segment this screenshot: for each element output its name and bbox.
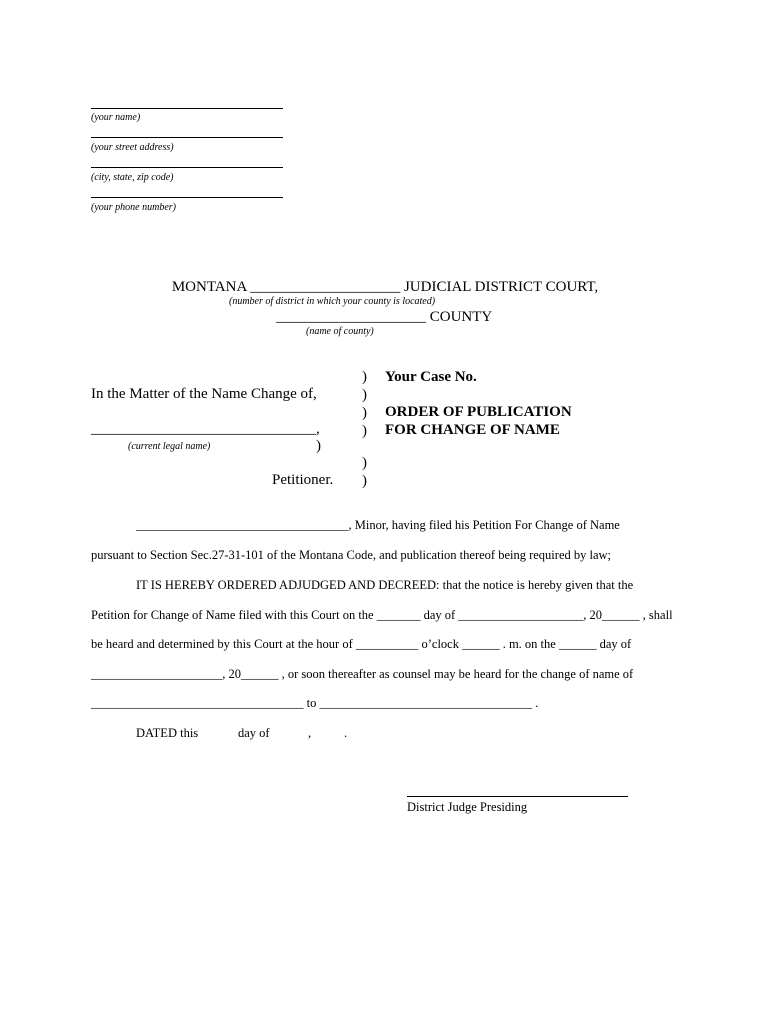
paragraph-1-line-2: pursuant to Section Sec.27-31-101 of the Montana Code, and publication thereof being required by law; xyxy=(91,548,612,562)
current-name-blank[interactable]: ______________________________, xyxy=(91,421,320,437)
court-line-1: MONTANA ____________________ JUDICIAL DISTRICT COURT, xyxy=(171,279,599,295)
street-address-line[interactable] xyxy=(91,137,283,138)
name-line[interactable] xyxy=(91,108,283,109)
dated-period: . xyxy=(344,726,348,740)
petitioner-label: Petitioner. xyxy=(272,472,334,488)
city-state-zip-line[interactable] xyxy=(91,167,283,168)
paragraph-2-line-2: Petition for Change of Name filed with this Court on the _______ day of ____________________, 20______ , shall xyxy=(91,608,673,622)
city-state-zip-caption: (city, state, zip code) xyxy=(91,172,174,183)
judge-signature-label: District Judge Presiding xyxy=(407,800,528,814)
caption-paren: ) xyxy=(362,369,367,385)
day-of-label: day of xyxy=(238,726,270,740)
caption-paren: ) xyxy=(362,405,367,421)
paragraph-2-line-3: be heard and determined by this Court at the hour of __________ o’clock ______ . m. on the ______ day of xyxy=(91,637,632,651)
document-title-line-2: FOR CHANGE OF NAME xyxy=(385,422,560,438)
dated-label: DATED this xyxy=(136,726,199,740)
document-title-line-1: ORDER OF PUBLICATION xyxy=(385,404,572,420)
phone-number-line[interactable] xyxy=(91,197,283,198)
paragraph-2-line-1: IT IS HEREBY ORDERED ADJUDGED AND DECREED: that the notice is hereby given that the xyxy=(136,578,634,592)
matter-text: In the Matter of the Name Change of, xyxy=(91,386,317,402)
county-caption: (name of county) xyxy=(306,326,374,337)
judge-signature-line[interactable] xyxy=(407,796,628,797)
dated-comma: , xyxy=(308,726,312,740)
caption-paren: ) xyxy=(362,387,367,403)
court-line-2: ____________________ COUNTY xyxy=(276,309,493,325)
paragraph-2-line-5: __________________________________ to __________________________________ . xyxy=(91,696,539,710)
current-name-caption: (current legal name) xyxy=(128,441,211,452)
phone-number-caption: (your phone number) xyxy=(91,202,176,213)
paragraph-2-line-4: _____________________, 20______ , or soon thereafter as counsel may be heard for the change of name of xyxy=(91,667,634,681)
name-caption: (your name) xyxy=(91,112,141,123)
caption-paren: ) xyxy=(362,473,367,489)
caption-paren: ) xyxy=(316,438,321,454)
paragraph-1-line-1: __________________________________, Minor, having filed his Petition For Change of Name xyxy=(136,518,620,532)
street-address-caption: (your street address) xyxy=(91,142,174,153)
caption-paren: ) xyxy=(362,455,367,471)
caption-paren: ) xyxy=(362,423,367,439)
district-caption: (number of district in which your county is located) xyxy=(229,296,436,307)
case-number-label: Your Case No. xyxy=(385,369,477,385)
